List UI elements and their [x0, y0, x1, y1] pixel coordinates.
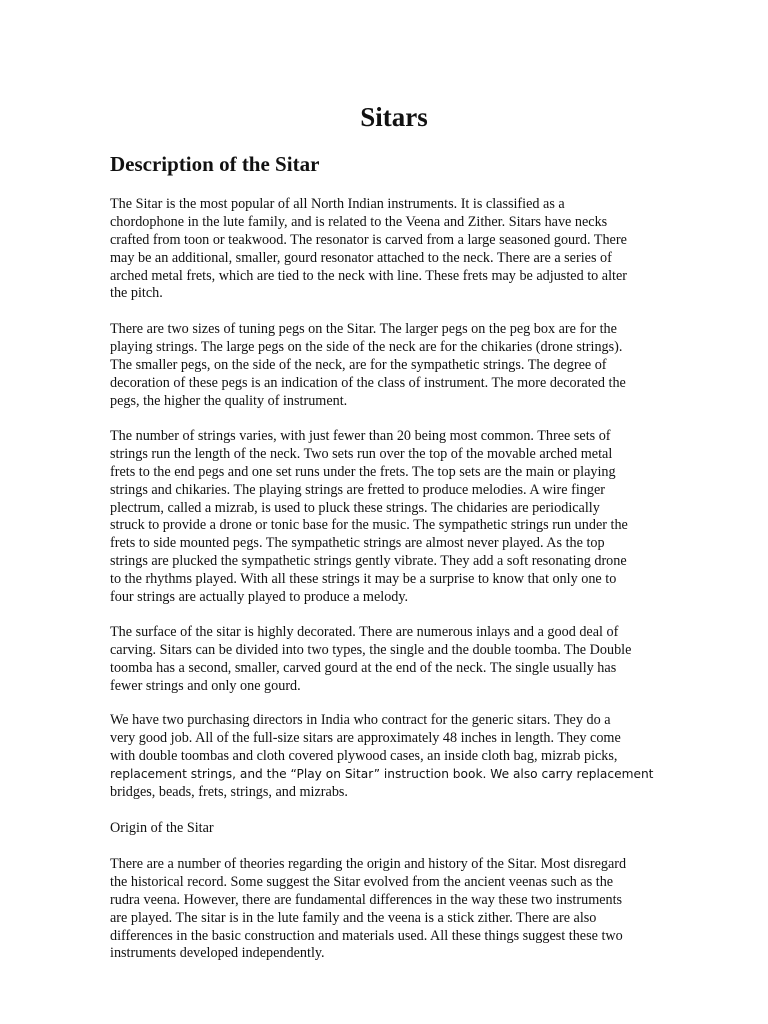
paragraph-line: frets to the end pegs and one set runs under the frets. The top sets are the main or playing: [110, 463, 616, 480]
paragraph-line: The Sitar is the most popular of all North Indian instruments. It is classified as a: [110, 196, 565, 212]
paragraph-line: four strings are actually played to produce a melody.: [110, 589, 409, 606]
paragraph-line: The surface of the sitar is highly decorated. There are numerous inlays and a good deal of: [110, 624, 619, 640]
subheading-origin: [110, 820, 678, 838]
paragraph-line: There are two sizes of tuning pegs on the Sitar. The larger pegs on the peg box are for the: [110, 321, 617, 337]
paragraph-line: fewer strings and only one gourd.: [110, 677, 301, 694]
paragraph-2: [110, 321, 678, 410]
paragraph-line: bridges, beads, frets, strings, and mizrabs.: [110, 783, 348, 800]
paragraph-line: instruments developed independently.: [110, 945, 325, 962]
paragraph-line: plectrum, called a mizrab, is used to pluck these strings. The chidaries are periodically: [110, 499, 600, 516]
paragraph-line: We have two purchasing directors in India who contract for the generic sitars. They do a: [110, 712, 611, 728]
paragraph-line: The number of strings varies, with just fewer than 20 being most common. Three sets of: [110, 428, 611, 444]
section-heading: Description of the Sitar: [110, 152, 320, 176]
subheading-text: Origin of the Sitar: [110, 820, 214, 836]
paragraph-line: [110, 766, 678, 784]
paragraph-line: strings and chikaries. The playing strings are fretted to produce melodies. A wire finger: [110, 481, 605, 498]
paragraph-line: to the rhythms played. With all these strings it may be a surprise to know that only one to: [110, 571, 617, 588]
paragraph-4: [110, 624, 678, 696]
paragraph-line: rudra veena. However, there are fundamental differences in the way these two instruments: [110, 891, 623, 908]
paragraph-line: with double toombas and cloth covered plywood cases, an inside cloth bag, mizrab picks,: [110, 747, 618, 764]
paragraph-line: playing strings. The large pegs on the side of the neck are for the chikaries (drone strings).: [110, 338, 623, 355]
paragraph-line: There are a number of theories regarding the origin and history of the Sitar. Most disregard: [110, 856, 627, 872]
paragraph-line: strings are plucked the sympathetic strings gently vibrate. They add a soft resonating drone: [110, 553, 627, 570]
paragraph-line: the pitch.: [110, 285, 163, 302]
paragraph-6: [110, 856, 678, 963]
paragraph-line: The smaller pegs, on the side of the neck, are for the sympathetic strings. The degree of: [110, 356, 607, 373]
paragraph-line: decoration of these pegs is an indication of the class of instrument. The more decorated the: [110, 374, 626, 391]
paragraph-line: strings run the length of the neck. Two sets run over the top of the movable arched metal: [110, 445, 613, 462]
paragraph-line: toomba has a second, smaller, carved gourd at the end of the neck. The single usually has: [110, 659, 617, 676]
paragraph-line: carving. Sitars can be divided into two types, the single and the double toomba. The Double: [110, 641, 632, 658]
document-title: Sitars: [360, 102, 428, 132]
paragraph-line: arched metal frets, which are tied to the neck with line. These frets may be adjusted to alter: [110, 267, 627, 284]
paragraph-line: struck to provide a drone or tonic base for the music. The sympathetic strings run under the: [110, 517, 628, 534]
paragraph-line: are played. The sitar is in the lute family and the veena is a stick zither. There are also: [110, 909, 597, 926]
paragraph-line: frets to side mounted pegs. The sympathetic strings are almost never played. As the top: [110, 535, 605, 552]
paragraph-line: crafted from toon or teakwood. The resonator is carved from a large seasoned gourd. There: [110, 231, 627, 248]
paragraph-line: may be an additional, smaller, gourd resonator attached to the neck. There are a series of: [110, 249, 612, 266]
paragraph-line: very good job. All of the full-size sitars are approximately 48 inches in length. They come: [110, 729, 621, 746]
paragraph-line: pegs, the higher the quality of instrument.: [110, 392, 348, 409]
paragraph-1: [110, 196, 678, 303]
paragraph-5: [110, 712, 678, 801]
paragraph-line: chordophone in the lute family, and is related to the Veena and Zither. Sitars have necks: [110, 213, 608, 230]
mixed-font-text: replacement strings, and the “Play on Sitar” instruction book. We also carry replacement: [110, 766, 654, 781]
paragraph-line: the historical record. Some suggest the Sitar evolved from the ancient veenas such as the: [110, 873, 614, 890]
paragraph-line: differences in the basic construction and materials used. All these things suggest these two: [110, 927, 623, 944]
paragraph-3: [110, 428, 678, 607]
